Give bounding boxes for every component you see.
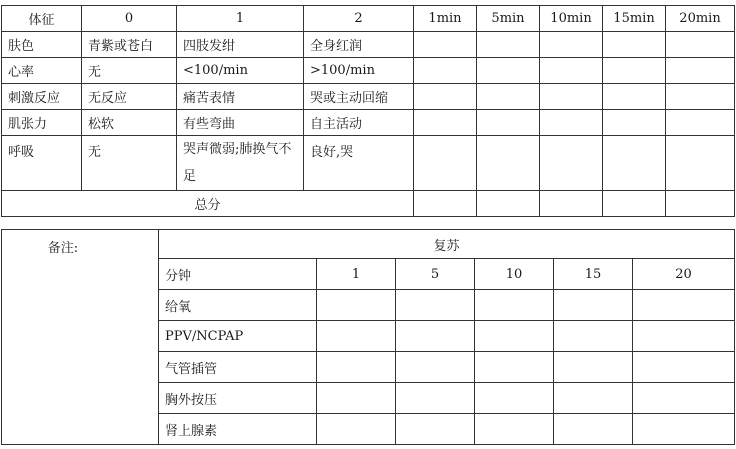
check-cell[interactable] <box>317 383 396 414</box>
check-cell[interactable] <box>475 290 554 321</box>
score-1-cell: <100/min <box>177 58 304 84</box>
header-score-2: 2 <box>304 6 414 32</box>
intervention-label: 给氧 <box>159 290 317 321</box>
sign-label: 心率 <box>2 58 82 84</box>
resus-title-row <box>2 230 735 259</box>
table-row <box>2 58 735 84</box>
total-cell[interactable] <box>477 191 540 217</box>
check-cell[interactable] <box>554 321 633 352</box>
sign-label: 呼吸 <box>2 136 82 191</box>
score-2-cell: 自主活动 <box>304 110 414 136</box>
score-0-cell: 松软 <box>82 110 177 136</box>
check-cell[interactable] <box>554 414 633 445</box>
check-cell[interactable] <box>396 321 475 352</box>
minute-5: 5 <box>396 259 475 290</box>
score-0-cell: 无 <box>82 136 177 191</box>
total-cell[interactable] <box>414 191 477 217</box>
header-score-1: 1 <box>177 6 304 32</box>
header-sign: 体征 <box>2 6 82 32</box>
score-0-cell: 无 <box>82 58 177 84</box>
notes-label: 备注: <box>47 241 79 256</box>
time-cell[interactable] <box>414 32 477 58</box>
score-2-cell: 全身红润 <box>304 32 414 58</box>
time-cell[interactable] <box>603 136 666 191</box>
time-cell[interactable] <box>666 136 735 191</box>
minute-1: 1 <box>317 259 396 290</box>
score-2-cell: >100/min <box>304 58 414 84</box>
total-cell[interactable] <box>540 191 603 217</box>
total-cell[interactable] <box>666 191 735 217</box>
header-5min: 5min <box>477 6 540 32</box>
check-cell[interactable] <box>633 414 735 445</box>
check-cell[interactable] <box>396 414 475 445</box>
time-cell[interactable] <box>477 110 540 136</box>
check-cell[interactable] <box>475 414 554 445</box>
resus-title: 复苏 <box>159 230 735 259</box>
header-20min: 20min <box>666 6 735 32</box>
time-cell[interactable] <box>603 84 666 110</box>
table-row <box>2 32 735 58</box>
check-cell[interactable] <box>317 321 396 352</box>
score-1-cell: 痛苦表情 <box>177 84 304 110</box>
check-cell[interactable] <box>317 414 396 445</box>
check-cell[interactable] <box>396 383 475 414</box>
intervention-label: 肾上腺素 <box>159 414 317 445</box>
resuscitation-table <box>1 229 735 445</box>
apgar-score-table <box>1 5 735 217</box>
sign-label: 肌张力 <box>2 110 82 136</box>
table-row <box>2 84 735 110</box>
score-1-cell: 哭声微弱;肺换气不足 <box>177 136 304 191</box>
time-cell[interactable] <box>540 110 603 136</box>
intervention-label: PPV/NCPAP <box>159 321 317 352</box>
check-cell[interactable] <box>317 352 396 383</box>
minute-10: 10 <box>475 259 554 290</box>
check-cell[interactable] <box>633 321 735 352</box>
header-10min: 10min <box>540 6 603 32</box>
total-row <box>2 191 735 217</box>
minute-label: 分钟 <box>159 259 317 290</box>
score-0-cell: 青紫或苍白 <box>82 32 177 58</box>
check-cell[interactable] <box>475 321 554 352</box>
time-cell[interactable] <box>603 58 666 84</box>
check-cell[interactable] <box>554 290 633 321</box>
header-row <box>2 6 735 32</box>
time-cell[interactable] <box>540 58 603 84</box>
header-15min: 15min <box>603 6 666 32</box>
time-cell[interactable] <box>666 110 735 136</box>
sign-label: 刺激反应 <box>2 84 82 110</box>
score-0-cell: 无反应 <box>82 84 177 110</box>
time-cell[interactable] <box>540 32 603 58</box>
time-cell[interactable] <box>603 110 666 136</box>
score-2-cell: 哭或主动回缩 <box>304 84 414 110</box>
time-cell[interactable] <box>666 32 735 58</box>
score-1-cell: 四肢发绀 <box>177 32 304 58</box>
time-cell[interactable] <box>666 58 735 84</box>
time-cell[interactable] <box>477 32 540 58</box>
time-cell[interactable] <box>414 58 477 84</box>
header-score-0: 0 <box>82 6 177 32</box>
time-cell[interactable] <box>414 110 477 136</box>
total-cell[interactable] <box>603 191 666 217</box>
check-cell[interactable] <box>633 352 735 383</box>
sign-label: 肤色 <box>2 32 82 58</box>
score-1-cell: 有些弯曲 <box>177 110 304 136</box>
time-cell[interactable] <box>666 84 735 110</box>
score-2-cell: 良好,哭 <box>304 136 414 191</box>
check-cell[interactable] <box>475 383 554 414</box>
total-label: 总分 <box>2 191 414 217</box>
check-cell[interactable] <box>554 352 633 383</box>
check-cell[interactable] <box>396 352 475 383</box>
time-cell[interactable] <box>603 32 666 58</box>
check-cell[interactable] <box>554 383 633 414</box>
time-cell[interactable] <box>540 84 603 110</box>
minute-15: 15 <box>554 259 633 290</box>
check-cell[interactable] <box>396 290 475 321</box>
header-1min: 1min <box>414 6 477 32</box>
table-row <box>2 110 735 136</box>
time-cell[interactable] <box>414 136 477 191</box>
check-cell[interactable] <box>317 290 396 321</box>
check-cell[interactable] <box>475 352 554 383</box>
table-row <box>2 136 735 191</box>
time-cell[interactable] <box>477 136 540 191</box>
intervention-label: 胸外按压 <box>159 383 317 414</box>
notes-cell[interactable] <box>2 230 159 445</box>
time-cell[interactable] <box>477 84 540 110</box>
time-cell[interactable] <box>540 136 603 191</box>
intervention-label: 气管插管 <box>159 352 317 383</box>
minute-20: 20 <box>633 259 735 290</box>
check-cell[interactable] <box>633 383 735 414</box>
check-cell[interactable] <box>633 290 735 321</box>
time-cell[interactable] <box>477 58 540 84</box>
time-cell[interactable] <box>414 84 477 110</box>
